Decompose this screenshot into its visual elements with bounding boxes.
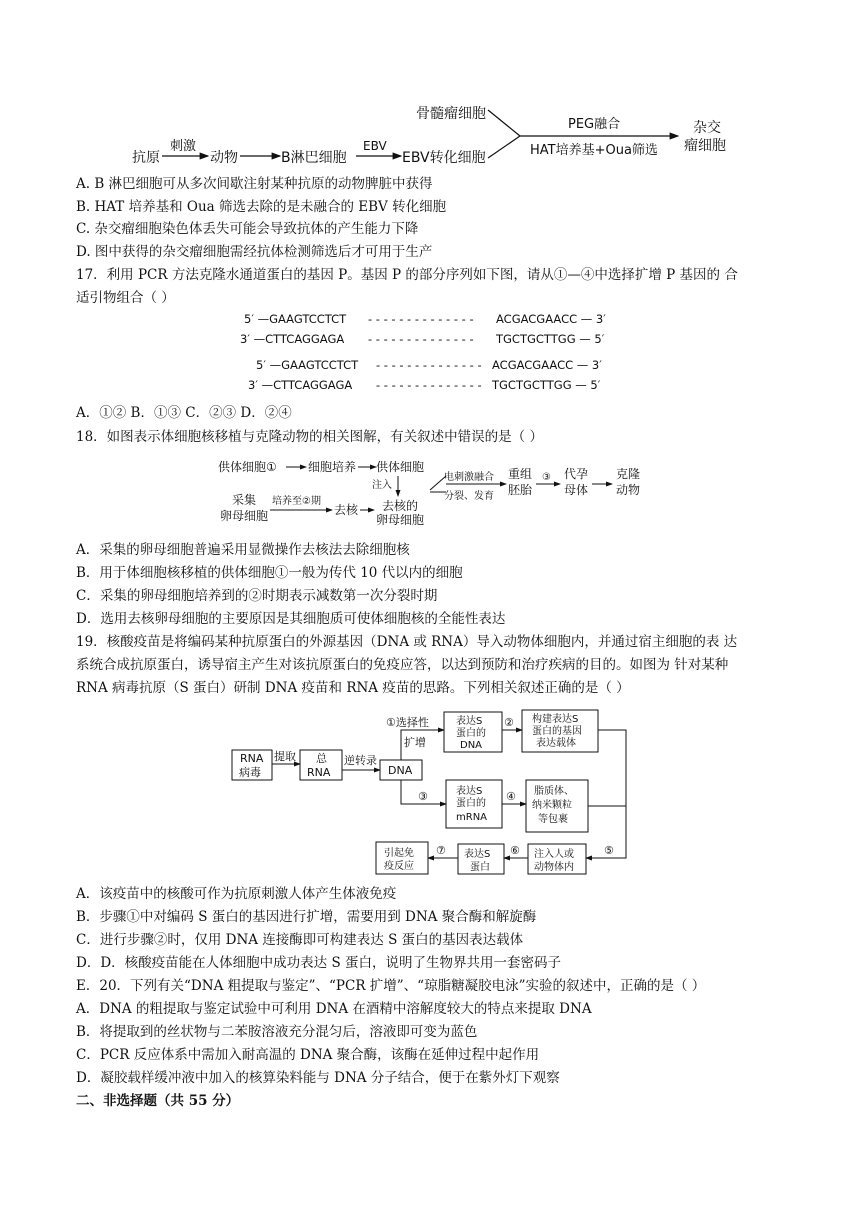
section-heading: 二、非选择题（共 55 分） [76,1093,240,1109]
seq-row-3-left: 5′ —GAAGTCCTCT [256,358,359,372]
seq-row-4-right: TGCTGCTTGG — 5′ [492,378,601,392]
flow3-b3b: 蛋白的 [456,798,486,809]
flow3-s3: ③ [418,790,428,803]
q17-stem-line1: 17．利用 PCR 方法克隆水通道蛋白的基因 P。基因 P 的部分序列如下图，请从①—④中选择扩增 P 基因的 合 [76,267,738,283]
q16-option-b: B. HAT 培养基和 Oua 筛选去除的是未融合的 EBV 转化细胞 [76,199,447,215]
nucleic-vaccine-flow-diagram [228,706,636,880]
q16-option-a: A. B 淋巴细胞可从多次间歇注射某种抗原的动物脾脏中获得 [76,176,433,192]
q20-option-d: D．凝胶载样缓冲液中加入的核算染料能与 DNA 分子结合，便于在紫外灯下观察 [76,1070,560,1086]
flow3-b7a: 引起免 [384,848,414,859]
nuclear-transfer-flow-diagram [214,454,674,530]
q20-option-c: C．PCR 反应体系中需加入耐高温的 DNA 聚合酶，该酶在延伸过程中起作用 [76,1047,540,1063]
seq-row-1-dash: - - - - - - - - - - - - - - [368,312,474,326]
seq-row-2-left: 3′ —CTTCAGGAGA [240,332,345,346]
flow1-animal: 动物 [210,150,238,166]
flow1-hybrid2: 瘤细胞 [684,138,726,154]
flow2-fuse: 电刺激融合 [444,472,494,483]
flow3-b3a: 表达S [456,786,483,797]
flow3-b3c: mRNA [456,812,488,823]
seq-row-3 [256,358,602,372]
q16-option-c: C. 杂交瘤细胞染色体丢失可能会导致抗体的产生能力下降 [76,221,419,237]
flow2-inject: 注入 [372,480,392,491]
flow3-dna: DNA [388,764,413,777]
flow3-total2: RNA [307,766,331,779]
q19-option-a: A．该疫苗中的核酸可作为抗原刺激人体产生体液免疫 [76,886,397,902]
flow1-peg: PEG融合 [568,117,621,132]
q18-option-d: D．选用去核卵母细胞的主要原因是其细胞质可使体细胞核的全能性表达 [76,611,506,627]
q19-stem-line1: 19．核酸疫苗是将编码某种抗原蛋白的外源基因（DNA 或 RNA）导入动物体细胞内，并通过宿主细胞的表 达 [76,634,738,650]
flow3-b1c: DNA [460,740,483,751]
flow2-enucleated1: 去核的 [382,499,419,513]
flow2-clone2: 动物 [616,483,641,497]
flow3-b1b: 蛋白的 [456,728,486,739]
flow3-b7b: 疫反应 [384,861,414,872]
flow3-s2: ② [504,716,514,729]
flow3-rt: 逆转录 [344,754,377,767]
flow3-b5b: 动物体内 [534,862,574,873]
flow3-s4: ④ [506,790,516,803]
flow3-total1: 总 [316,752,327,765]
q20-stem: E．20．下列有关“DNA 粗提取与鉴定”、“PCR 扩增”、“琼脂糖凝胶电泳”实验的叙述中，正确的是（ ） [76,978,706,994]
q19-option-b: B．步骤①中对编码 S 蛋白的基因进行扩增，需要用到 DNA 聚合酶和解旋酶 [76,909,537,925]
flow2-donor2: 供体细胞 [376,460,425,474]
flow3-s7: ⑦ [436,844,446,857]
q18-option-a: A．采集的卵母细胞普遍采用显微操作去核法去除细胞核 [76,542,410,558]
q19-stem-line2: 系统合成抗原蛋白，诱导宿主产生对该抗原蛋白的免疫应答，以达到预防和治疗疾病的目的。如图为 针对某种 [76,657,729,673]
q18-option-c: C．采集的卵母细胞培养到的②时期表示减数第一次分裂时期 [76,588,438,604]
flow3-s1: ①选择性 [386,716,429,729]
flow3-extract: 提取 [274,750,296,763]
flow1-antigen: 抗原 [132,150,160,166]
flow2-enucleate: 去核 [334,503,359,517]
flow3-virus2: 病毒 [239,766,261,779]
flow3-b4c: 等包裹 [538,814,568,825]
q18-option-b: B．用于体细胞核移植的供体细胞①一般为传代 10 代以内的细胞 [76,565,463,581]
seq-row-1-left: 5′ —GAAGTCCTCT [244,312,347,326]
seq-row-4-left: 3′ —CTTCAGGAGA [248,378,353,392]
q17-options: A．①② B．①③ C．②③ D．②④ [76,405,292,421]
flow1-hat: HAT培养基+Oua筛选 [530,143,658,158]
flow2-culture: 细胞培养 [308,460,357,474]
flow3-b5a: 注入人或 [534,849,574,860]
flow2-step3: ③ [542,472,551,483]
seq-row-2 [240,332,605,346]
flow2-recomb2: 胚胎 [508,483,533,497]
seq-row-2-dash: - - - - - - - - - - - - - - [368,332,474,346]
seq-row-3-right: ACGACGAACC — 3′ [492,358,602,372]
seq-row-1-right: ACGACGAACC — 3′ [496,312,606,326]
flow1-ebv: EBV [363,139,387,153]
seq-row-3-dash: - - - - - - - - - - - - - - [376,358,482,372]
flow1-myeloma: 骨髓瘤细胞 [416,106,486,122]
flow2-enucleated2: 卵母细胞 [376,513,425,527]
flow2-collect: 采集 [232,493,257,507]
flow3-b6b: 蛋白 [470,862,490,873]
q19-option-d: D．D．核酸疫苗能在人体细胞中成功表达 S 蛋白，说明了生物界共用一套密码子 [76,955,561,971]
flow2-donor: 供体细胞① [218,460,277,474]
q19-option-c: C．进行步骤②时，仅用 DNA 连接酶即可构建表达 S 蛋白的基因表达载体 [76,932,524,948]
flow1-stim: 刺激 [170,139,197,154]
flow2-recomb1: 重组 [508,467,533,481]
q20-option-a: A．DNA 的粗提取与鉴定试验中可利用 DNA 在酒精中溶解度较大的特点来提取 DNA [76,1001,592,1017]
seq-row-4 [248,378,601,392]
flow3-b6a: 表达S [464,849,491,860]
flow1-hybrid1: 杂交 [693,120,721,136]
flow3-b4b: 纳米颗粒 [532,800,572,811]
flow2-surrogate2: 母体 [564,483,589,497]
hybridoma-flow-diagram [120,98,760,170]
flow3-b1a: 表达S [456,716,483,727]
q18-stem: 18．如图表示体细胞核移植与克隆动物的相关图解，有关叙述中错误的是（ ） [76,429,543,445]
flow2-oocyte: 卵母细胞 [220,509,269,523]
flow3-s5: ⑤ [604,844,614,857]
flow1-bcell: B淋巴细胞 [281,150,347,166]
flow3-s1b: 扩增 [404,736,426,749]
flow3-s6: ⑥ [510,844,520,857]
q20-option-b: B．将提取到的丝状物与二苯胺溶液充分混匀后，溶液即可变为蓝色 [76,1024,478,1040]
flow1-ebvcell: EBV转化细胞 [402,150,486,166]
flow3-b4a: 脂质体、 [534,786,574,797]
seq-row-4-dash: - - - - - - - - - - - - - - [376,378,482,392]
seq-row-2-right: TGCTGCTTGG — 5′ [496,332,605,346]
q19-stem-line3: RNA 病毒抗原（S 蛋白）研制 DNA 疫苗和 RNA 疫苗的思路。下列相关叙述正确的是（ ） [76,680,630,696]
flow2-divide: 分裂、发育 [444,491,494,502]
flow2-culture-to: 培养至②期 [272,496,321,507]
flow2-surrogate1: 代孕 [564,467,589,481]
flow3-b2c: 表达载体 [536,738,576,749]
flow3-virus1: RNA [240,752,264,765]
seq-row-1 [244,312,606,326]
q17-stem-line2: 适引物组合（ ） [76,290,175,306]
flow3-b2b: 蛋白的基因 [532,726,582,737]
flow3-b2a: 构建表达S [532,714,579,725]
q16-option-d: D. 图中获得的杂交瘤细胞需经抗体检测筛选后才可用于生产 [76,244,433,260]
flow2-clone1: 克隆 [616,467,641,481]
